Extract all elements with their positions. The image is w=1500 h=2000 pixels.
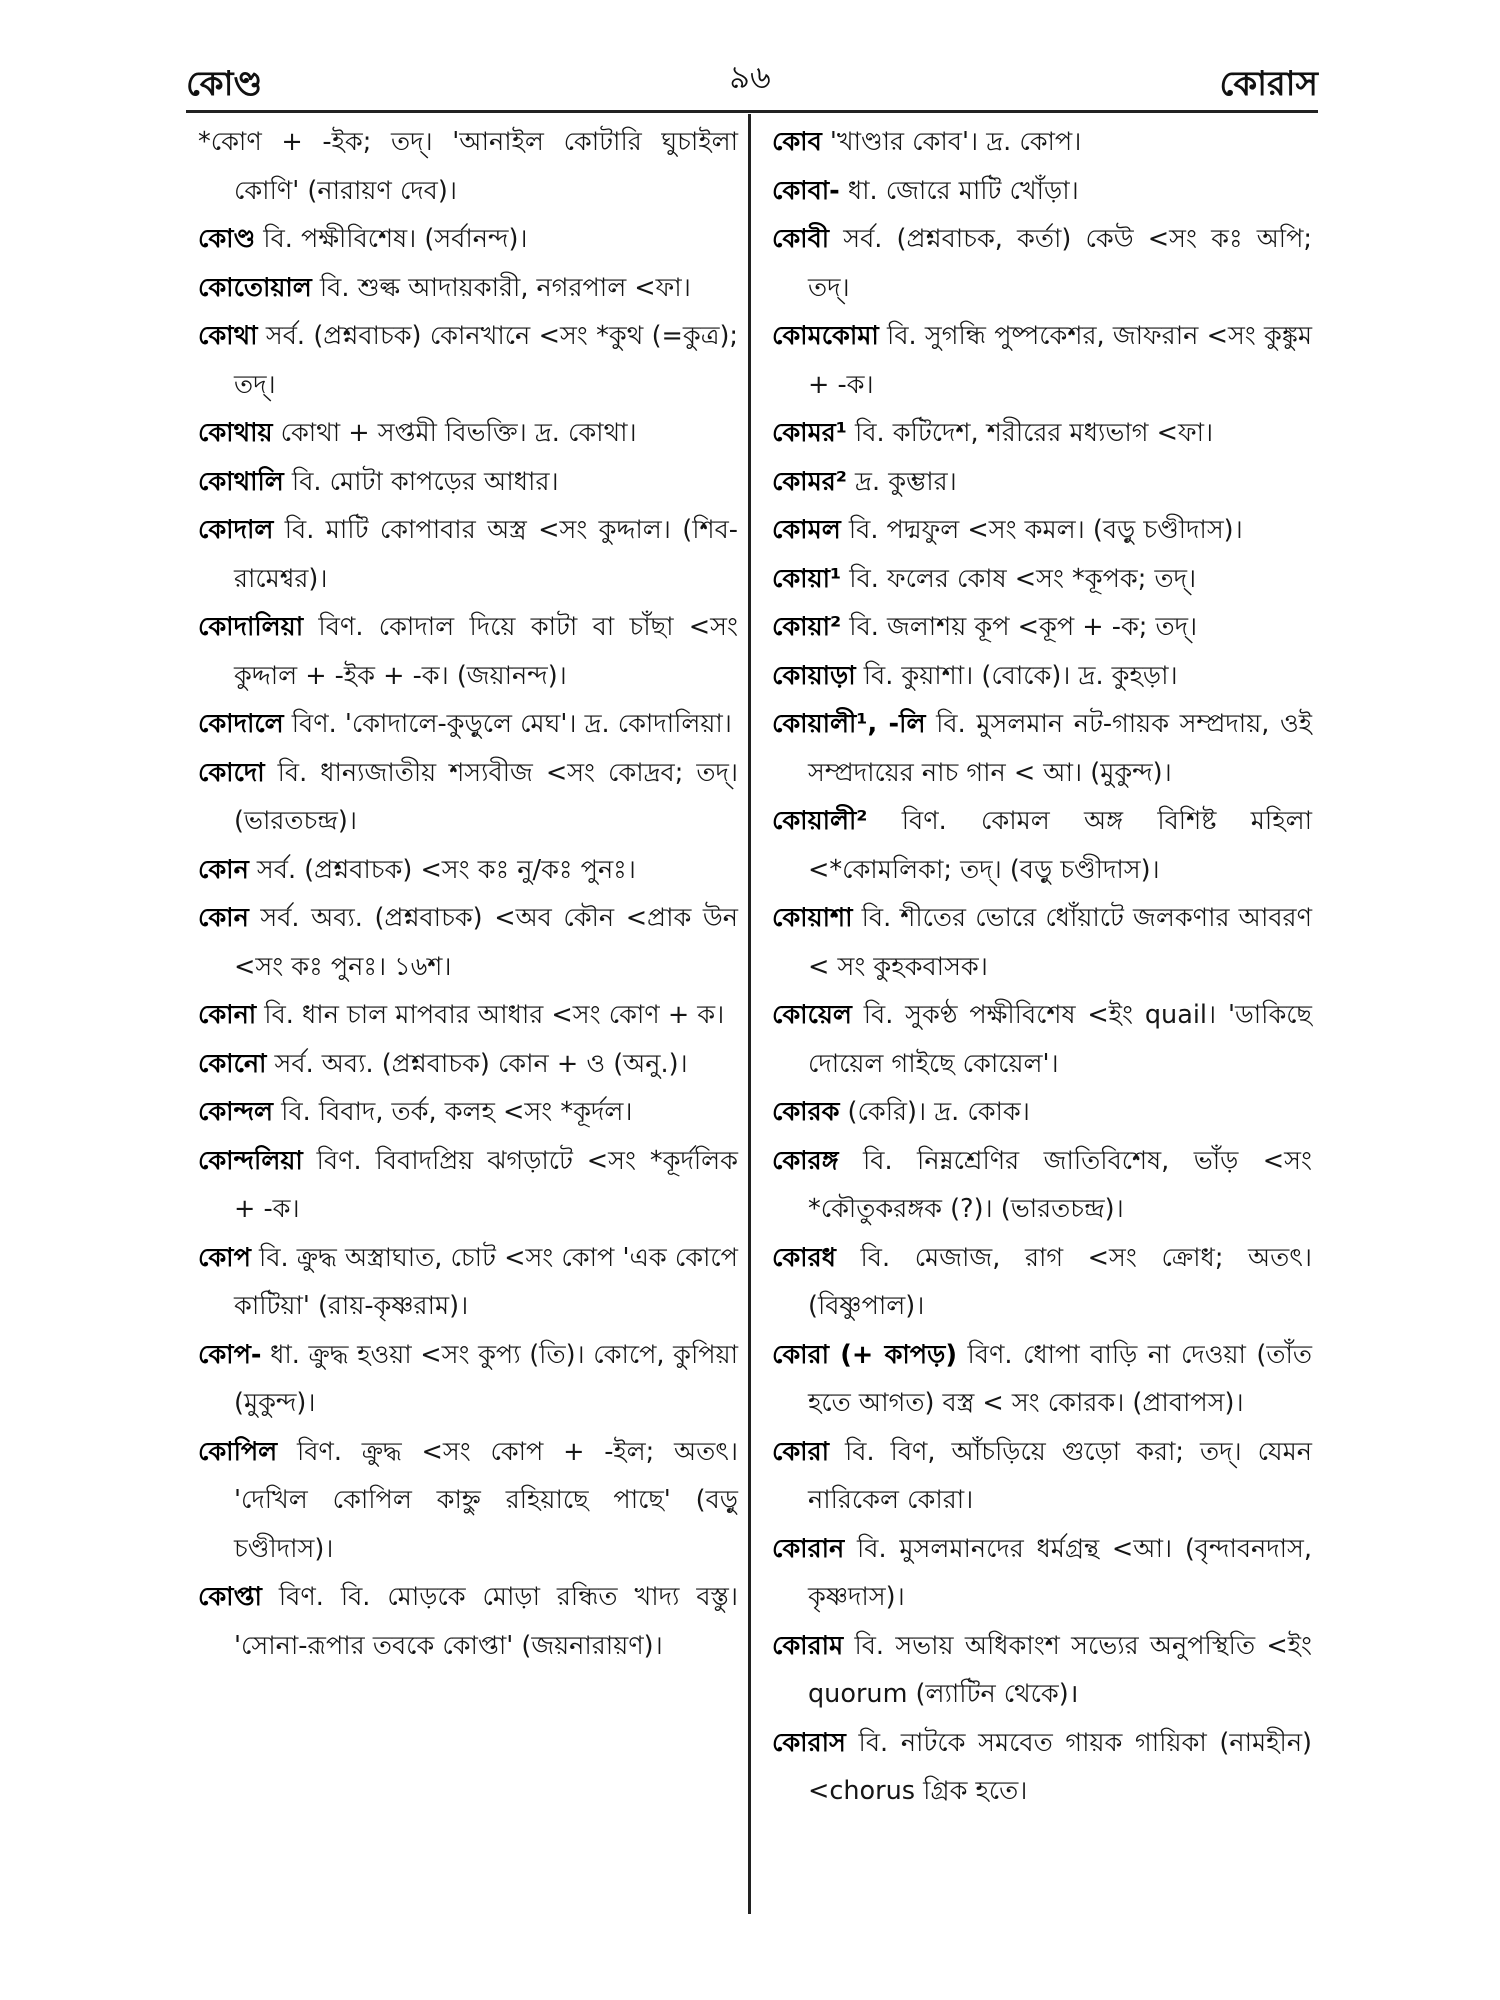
- definition: বিণ. বি. মোড়কে মোড়া রন্ধিত খাদ্য বস্তু। 'সোনা-রূপার তবকে কোপ্তা' (জয়নারায়ণ)।: [234, 1582, 738, 1661]
- dictionary-entry: [772, 1234, 1312, 1331]
- headword: কোরক: [772, 1097, 840, 1127]
- dictionary-entry: [772, 409, 1312, 458]
- dictionary-entry: [198, 312, 738, 409]
- dictionary-entry: [198, 264, 738, 313]
- dictionary-entry: [772, 215, 1312, 312]
- dictionary-entry: [772, 506, 1312, 555]
- column-divider: [748, 114, 751, 1914]
- headword: কোদাল: [198, 515, 274, 545]
- left-column: [198, 118, 738, 1670]
- definition: বিণ. বিবাদপ্রিয় ঝগড়াটে <সং *কূর্দলিক + -ক।: [234, 1145, 738, 1224]
- headword: কোমর¹: [772, 418, 847, 448]
- headword: কোরধ: [772, 1242, 836, 1273]
- headword: কোরা: [772, 1436, 830, 1467]
- headword: কোরঙ্গ: [772, 1145, 839, 1176]
- dictionary-entry: [772, 1428, 1312, 1525]
- definition: বি. কটিদেশ, শরীরের মধ্যভাগ <ফা।: [846, 418, 1214, 448]
- dictionary-entry: [772, 1137, 1312, 1234]
- headword: কোরান: [772, 1533, 845, 1564]
- definition: ধা. জোরে মাটি খোঁড়া।: [839, 175, 1079, 206]
- definition: কোথা + সপ্তমী বিভক্তি। দ্র. কোথা।: [272, 418, 637, 448]
- definition: সর্ব. (প্রশ্নবাচক) <সং কঃ নু/কঃ পুনঃ।: [248, 854, 636, 885]
- dictionary-entry: [772, 555, 1312, 604]
- dictionary-entry: [198, 991, 738, 1040]
- definition: 'খাণ্ডার কোব'। দ্র. কোপ।: [821, 127, 1082, 157]
- definition: বিণ. ক্রুদ্ধ <সং কোপ + -ইল; অতৎ। 'দেখিল কোপিল কাহ্নু রহিয়াছে পাছে' (বড়ু চণ্ডীদাস)।: [234, 1436, 738, 1564]
- dictionary-entry: [772, 700, 1312, 797]
- definition: বি. নাটকে সমবেত গায়ক গায়িকা (নামহীন) <chorus গ্রিক হতে।: [808, 1727, 1312, 1806]
- dictionary-entry: [198, 506, 738, 603]
- guide-word-left: কোণ্ড: [186, 64, 263, 104]
- dictionary-entry: [198, 846, 738, 895]
- headword: কোথায়: [198, 418, 273, 448]
- dictionary-entry: [198, 749, 738, 846]
- headword: কোপ-: [198, 1339, 262, 1370]
- dictionary-entry: [772, 458, 1312, 507]
- definition: বি. পক্ষীবিশেষ। (সর্বানন্দ)।: [255, 224, 528, 254]
- dictionary-entry: [772, 1525, 1312, 1622]
- headword: কোদালিয়া: [198, 612, 304, 642]
- definition: বি. সুকণ্ঠ পক্ষীবিশেষ <ইং quail। 'ডাকিছে দোয়েল গাইছে কোয়েল'।: [808, 1000, 1312, 1079]
- definition: বিণ. 'কোদালে-কুড়ুলে মেঘ'। দ্র. কোদালিয়া।: [283, 709, 732, 739]
- headword: কোদো: [198, 757, 265, 788]
- definition: বি. ধান চাল মাপবার আধার <সং কোণ + ক।: [256, 1000, 725, 1030]
- dictionary-entry: [198, 215, 738, 264]
- definition: বি. বিণ, আঁচড়িয়ে গুড়ো করা; তদ্। যেমন নারিকেল কোরা।: [808, 1436, 1312, 1515]
- headword: কোয়া²: [772, 612, 842, 642]
- dictionary-entry: [772, 1719, 1312, 1816]
- dictionary-entry: [772, 894, 1312, 991]
- headword: কোবী: [772, 224, 830, 254]
- headword: কোনা: [198, 1000, 257, 1030]
- headword: কোন্দলিয়া: [198, 1145, 303, 1176]
- headword: কোবা-: [772, 175, 840, 206]
- dictionary-entry: [198, 1137, 738, 1234]
- right-column: [772, 118, 1312, 1816]
- headword: কোপিল: [198, 1436, 278, 1467]
- definition: সর্ব. (প্রশ্নবাচক) কোনখানে <সং *কুথ (=কুত্র); তদ্।: [234, 321, 738, 400]
- definition: বিণ. কোমল অঙ্গ বিশিষ্ট মহিলা <*কোমলিকা; তদ্। (বড়ু চণ্ডীদাস)।: [808, 806, 1312, 885]
- dictionary-entry: [198, 603, 738, 700]
- definition: বি. জলাশয় কূপ <কূপ + -ক; তদ্।: [841, 612, 1198, 642]
- definition: বি. শুল্ক আদায়কারী, নগরপাল <ফা।: [311, 272, 691, 303]
- dictionary-entry: [772, 603, 1312, 652]
- definition: দ্র. কুম্ভার।: [846, 466, 957, 497]
- headword: কোয়া¹: [772, 563, 842, 594]
- dictionary-entry: [198, 1428, 738, 1574]
- page-number: ৯৬: [729, 58, 771, 96]
- dictionary-entry: [198, 1234, 738, 1331]
- definition: বিণ. ধোপা বাড়ি না দেওয়া (তাঁত হতে আগত) বস্ত্র < সং কোরক। (প্রাবাপস)।: [808, 1339, 1312, 1418]
- dictionary-entry: [772, 797, 1312, 894]
- definition: বি. শীতের ভোরে ধোঁয়াটে জলকণার আবরণ < সং কুহকবাসক।: [808, 903, 1312, 982]
- headword: কোরা (+ কাপড়): [772, 1339, 957, 1370]
- headword: কোব: [772, 127, 822, 157]
- headword: কোমল: [772, 515, 841, 545]
- dictionary-entry: [198, 458, 738, 507]
- guide-word-right: কোরাস: [1219, 64, 1318, 104]
- dictionary-entry: [198, 409, 738, 458]
- dictionary-entry: [772, 312, 1312, 409]
- dictionary-entry: [198, 1040, 738, 1089]
- headword: কোতোয়াল: [198, 272, 312, 303]
- definition: *কোণ + -ইক; তদ্। 'আনাইল কোটারি ঘুচাইলা কোণি' (নারায়ণ দেব)।: [198, 127, 738, 206]
- dictionary-entry: [198, 700, 738, 749]
- definition: বি. নিম্নশ্রেণির জাতিবিশেষ, ভাঁড় <সং *কৌতুকরঙ্গক (?)। (ভারতচন্দ্র)।: [808, 1145, 1312, 1224]
- headword: কোয়ালী¹, -লি: [772, 709, 926, 739]
- dictionary-entry: [772, 118, 1312, 167]
- headword: কোথালি: [198, 466, 284, 497]
- definition: (কেরি)। দ্র. কোক।: [839, 1097, 1030, 1127]
- headword: কোয়াড়া: [772, 660, 856, 691]
- definition: সর্ব. অব্য. (প্রশ্নবাচক) <অব কৌন <প্রাক উন <সং কঃ পুনঃ। ১৬শ।: [234, 903, 738, 982]
- definition: বি. মেজাজ, রাগ <সং ক্রোধ; অতৎ। (বিষ্ণুপাল)।: [808, 1242, 1312, 1321]
- definition: বি. ধান্যজাতীয় শস্যবীজ <সং কোদ্রব; তদ্। (ভারতচন্দ্র)।: [234, 757, 738, 836]
- headword: কোন: [198, 903, 249, 933]
- headword: কোণ্ড: [198, 224, 256, 254]
- dictionary-entry: [772, 1088, 1312, 1137]
- dictionary-entry: [772, 991, 1312, 1088]
- headword: কোমর²: [772, 466, 847, 497]
- definition: বি. মুসলমানদের ধর্মগ্রন্থ <আ। (বৃন্দাবনদাস, কৃষ্ণদাস)।: [808, 1533, 1312, 1612]
- definition: বি. ক্রুদ্ধ অস্ত্রাঘাত, চোট <সং কোপ 'এক কোপে কাটিয়া' (রায়-কৃষ্ণরাম)।: [234, 1242, 738, 1321]
- definition: বি. মাটি কোপাবার অস্ত্র <সং কুদ্দাল। (শিব-রামেশ্বর)।: [234, 515, 738, 594]
- dictionary-entry: [198, 1088, 738, 1137]
- headword: কোয়াশা: [772, 903, 853, 933]
- definition: বি. পদ্মফুল <সং কমল। (বড়ু চণ্ডীদাস)।: [840, 515, 1243, 545]
- dictionary-entry: [772, 1622, 1312, 1719]
- definition: বি. সভায় অধিকাংশ সভ্যের অনুপস্থিতি <ইং quorum (ল্যাটিন থেকে)।: [808, 1630, 1312, 1709]
- header-rule: [186, 110, 1318, 113]
- dictionary-entry: [198, 1331, 738, 1428]
- dictionary-entry: [198, 118, 738, 215]
- definition: বিণ. কোদাল দিয়ে কাটা বা চাঁছা <সং কুদ্দাল + -ইক + -ক। (জয়ানন্দ)।: [234, 612, 738, 691]
- headword: কোন্দল: [198, 1097, 274, 1127]
- headword: কোয়ালী²: [772, 806, 868, 836]
- headword: কোনো: [198, 1048, 267, 1079]
- dictionary-entry: [772, 652, 1312, 701]
- definition: বি. সুগন্ধি পুষ্পকেশর, জাফরান <সং কুঙ্কুম + -ক।: [808, 321, 1312, 400]
- headword: কোপ: [198, 1242, 251, 1273]
- headword: কোথা: [198, 321, 258, 351]
- definition: বি. কুয়াশা। (বোকে)। দ্র. কুহড়া।: [855, 660, 1178, 691]
- definition: বি. ফলের কোষ <সং *কূপক; তদ্।: [841, 563, 1197, 594]
- definition: ধা. ক্রুদ্ধ হওয়া <সং কুপ্য (তি)। কোপে, কুপিয়া (মুকুন্দ)।: [234, 1339, 738, 1418]
- definition: বি. বিবাদ, তর্ক, কলহ <সং *কূর্দল।: [273, 1097, 633, 1127]
- dictionary-entry: [198, 1573, 738, 1670]
- definition: সর্ব. অব্য. (প্রশ্নবাচক) কোন + ও (অনু.)।: [266, 1048, 688, 1079]
- headword: কোরাস: [772, 1727, 846, 1758]
- headword: কোদালে: [198, 709, 284, 739]
- headword: কোরাম: [772, 1630, 844, 1661]
- headword: কোয়েল: [772, 1000, 852, 1030]
- definition: সর্ব. (প্রশ্নবাচক, কর্তা) কেউ <সং কঃ অপি; তদ্।: [808, 224, 1312, 303]
- definition: বি. মোটা কাপড়ের আধার।: [283, 466, 559, 497]
- dictionary-entry: [772, 167, 1312, 216]
- dictionary-entry: [772, 1331, 1312, 1428]
- headword: কোপ্তা: [198, 1582, 262, 1612]
- definition: বি. মুসলমান নট-গায়ক সম্প্রদায়, ওই সম্প্রদায়ের নাচ গান < আ। (মুকুন্দ)।: [808, 709, 1313, 788]
- headword: কোমকোমা: [772, 321, 879, 351]
- headword: কোন: [198, 854, 249, 885]
- dictionary-entry: [198, 894, 738, 991]
